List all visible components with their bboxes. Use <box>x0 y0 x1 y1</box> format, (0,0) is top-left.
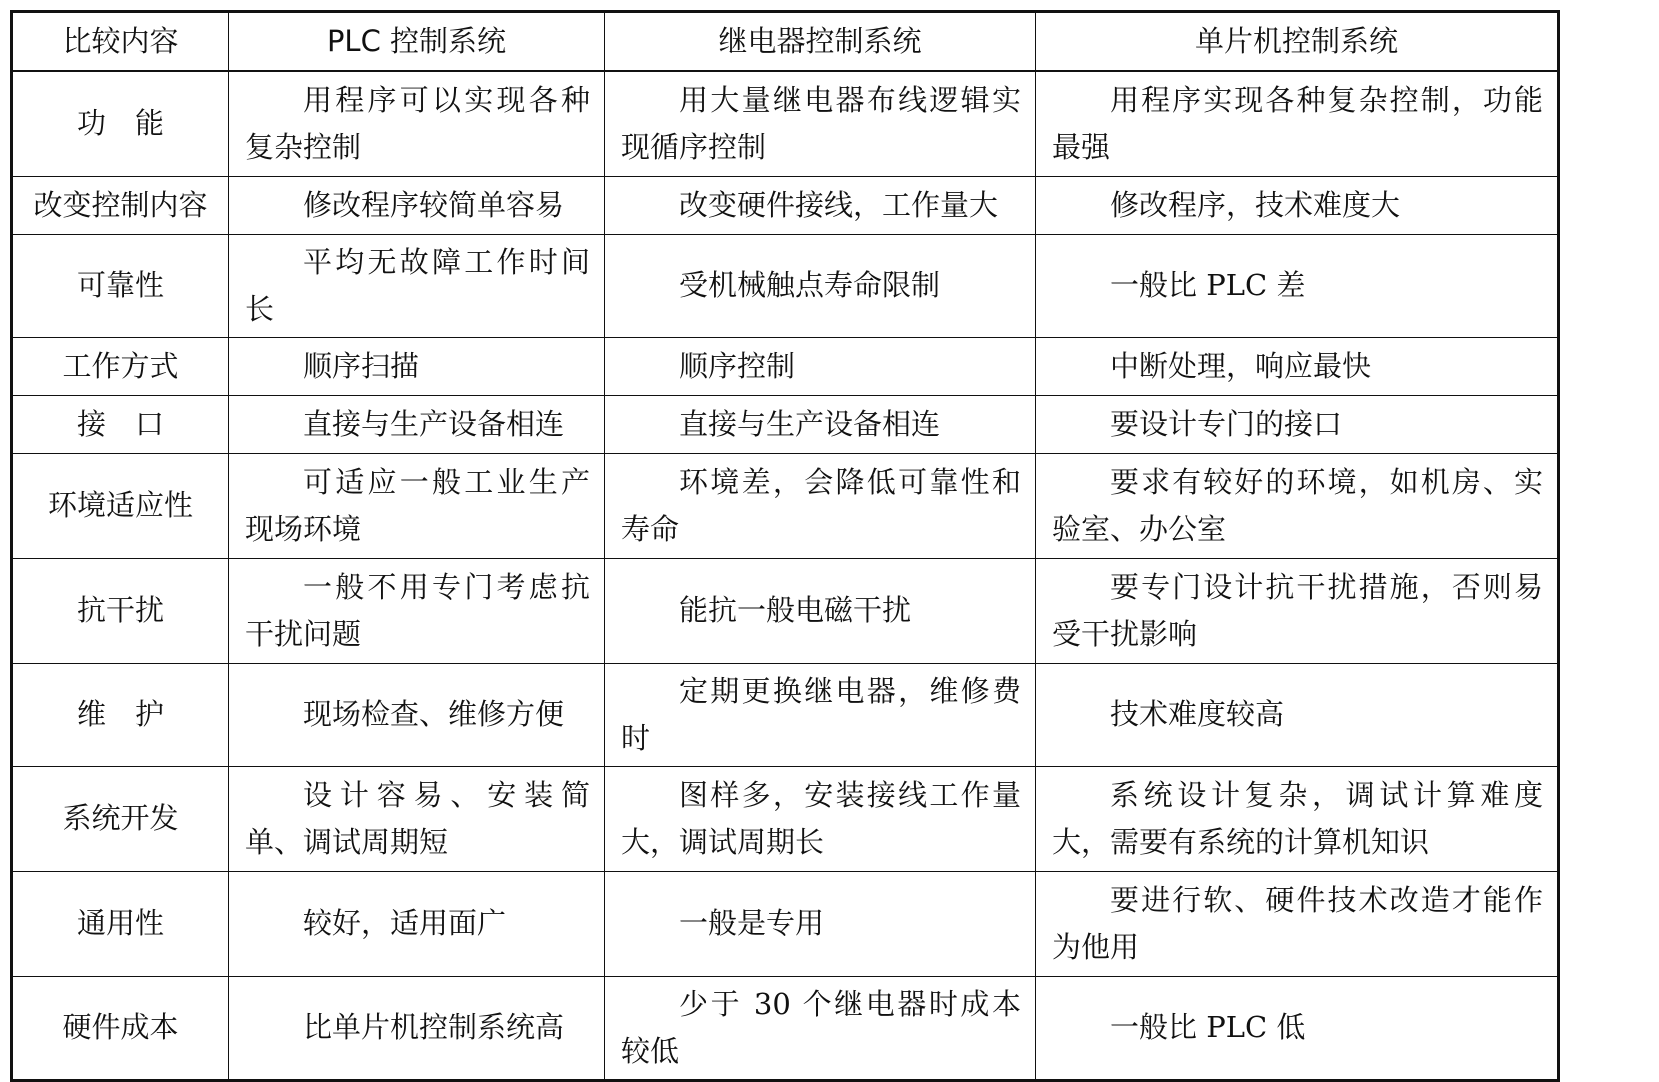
mcu-cell: 用程序实现各种复杂控制，功能最强 <box>1036 71 1559 176</box>
plc-cell: 比单片机控制系统高 <box>229 976 605 1080</box>
table-row <box>12 234 1559 337</box>
plc-cell: 用程序可以实现各种复杂控制 <box>229 71 605 176</box>
mcu-cell: 中断处理，响应最快 <box>1036 337 1559 395</box>
plc-cell: 现场检查、维修方便 <box>229 663 605 766</box>
header-plc-system: PLC 控制系统 <box>229 12 605 72</box>
table-row <box>12 337 1559 395</box>
mcu-cell: 要设计专门的接口 <box>1036 395 1559 453</box>
plc-cell: 可适应一般工业生产现场环境 <box>229 453 605 558</box>
row-label: 接 口 <box>12 395 229 453</box>
row-label: 环境适应性 <box>12 453 229 558</box>
plc-cell: 直接与生产设备相连 <box>229 395 605 453</box>
relay-cell: 图样多，安装接线工作量大，调试周期长 <box>605 766 1036 871</box>
row-label: 功 能 <box>12 71 229 176</box>
relay-cell: 改变硬件接线，工作量大 <box>605 176 1036 234</box>
relay-cell: 定期更换继电器，维修费时 <box>605 663 1036 766</box>
mcu-cell: 要求有较好的环境，如机房、实验室、办公室 <box>1036 453 1559 558</box>
mcu-cell: 技术难度较高 <box>1036 663 1559 766</box>
relay-cell: 能抗一般电磁干扰 <box>605 558 1036 663</box>
mcu-cell: 系统设计复杂，调试计算难度大，需要有系统的计算机知识 <box>1036 766 1559 871</box>
header-compare-content: 比较内容 <box>12 12 229 72</box>
row-label: 可靠性 <box>12 234 229 337</box>
row-label: 通用性 <box>12 871 229 976</box>
relay-cell: 受机械触点寿命限制 <box>605 234 1036 337</box>
row-label: 抗干扰 <box>12 558 229 663</box>
relay-cell: 用大量继电器布线逻辑实现循序控制 <box>605 71 1036 176</box>
table-row <box>12 766 1559 871</box>
comparison-table <box>10 10 1560 1082</box>
row-label: 系统开发 <box>12 766 229 871</box>
plc-cell: 修改程序较简单容易 <box>229 176 605 234</box>
header-relay-system: 继电器控制系统 <box>605 12 1036 72</box>
table-row <box>12 871 1559 976</box>
row-label: 工作方式 <box>12 337 229 395</box>
row-label: 硬件成本 <box>12 976 229 1080</box>
relay-cell: 少于 30 个继电器时成本较低 <box>605 976 1036 1080</box>
table-row <box>12 395 1559 453</box>
row-label: 维 护 <box>12 663 229 766</box>
table-row <box>12 453 1559 558</box>
relay-cell: 顺序控制 <box>605 337 1036 395</box>
relay-cell: 环境差，会降低可靠性和寿命 <box>605 453 1036 558</box>
header-mcu-system: 单片机控制系统 <box>1036 12 1559 72</box>
table-row <box>12 71 1559 176</box>
mcu-cell: 修改程序，技术难度大 <box>1036 176 1559 234</box>
relay-cell: 一般是专用 <box>605 871 1036 976</box>
table-row <box>12 976 1559 1080</box>
plc-cell: 顺序扫描 <box>229 337 605 395</box>
plc-cell: 较好，适用面广 <box>229 871 605 976</box>
table-row <box>12 558 1559 663</box>
row-label: 改变控制内容 <box>12 176 229 234</box>
plc-cell: 一般不用专门考虑抗干扰问题 <box>229 558 605 663</box>
mcu-cell: 要进行软、硬件技术改造才能作为他用 <box>1036 871 1559 976</box>
plc-cell: 平均无故障工作时间长 <box>229 234 605 337</box>
header-row <box>12 12 1559 72</box>
relay-cell: 直接与生产设备相连 <box>605 395 1036 453</box>
table-row <box>12 176 1559 234</box>
table-row <box>12 663 1559 766</box>
mcu-cell: 一般比 PLC 低 <box>1036 976 1559 1080</box>
plc-cell: 设计容易、安装简单、调试周期短 <box>229 766 605 871</box>
mcu-cell: 要专门设计抗干扰措施，否则易受干扰影响 <box>1036 558 1559 663</box>
mcu-cell: 一般比 PLC 差 <box>1036 234 1559 337</box>
